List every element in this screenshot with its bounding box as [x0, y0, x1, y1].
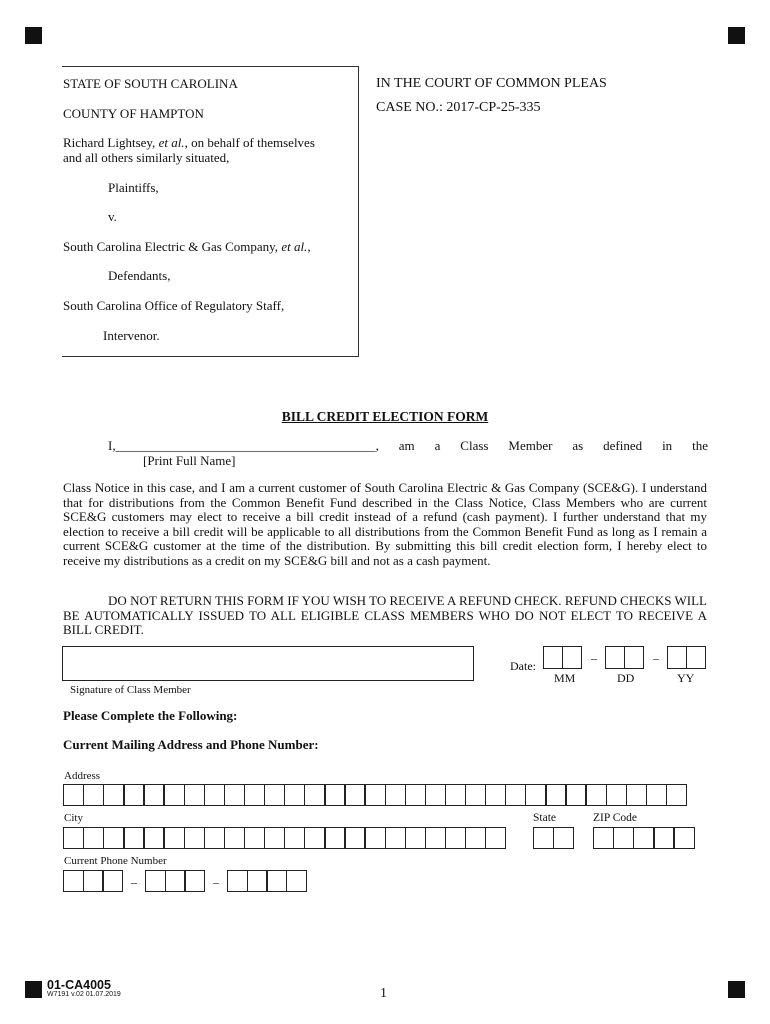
char-box[interactable]	[485, 784, 506, 806]
county-line: COUNTY OF HAMPTON	[63, 106, 204, 121]
char-box[interactable]	[83, 784, 104, 806]
char-box[interactable]	[445, 827, 466, 849]
char-box[interactable]	[606, 784, 627, 806]
char-box[interactable]	[646, 784, 667, 806]
char-box[interactable]	[103, 827, 124, 849]
char-box[interactable]	[445, 784, 466, 806]
char-box[interactable]	[364, 827, 385, 849]
char-box[interactable]	[286, 870, 307, 892]
char-box[interactable]	[184, 870, 205, 892]
char-box[interactable]	[626, 784, 647, 806]
char-box[interactable]	[344, 784, 365, 806]
address-heading: Current Mailing Address and Phone Number:	[63, 737, 319, 752]
char-box[interactable]	[145, 870, 166, 892]
char-box[interactable]	[673, 827, 694, 849]
date-box[interactable]	[562, 646, 582, 669]
char-box[interactable]	[102, 870, 123, 892]
char-box[interactable]	[204, 827, 225, 849]
char-box[interactable]	[304, 784, 325, 806]
yy-label: YY	[677, 671, 695, 685]
char-box[interactable]	[123, 827, 144, 849]
complete-heading: Please Complete the Following:	[63, 708, 238, 723]
char-box[interactable]	[304, 827, 325, 849]
plaintiffs-role: Plaintiffs,	[108, 180, 159, 195]
date-box[interactable]	[686, 646, 706, 669]
char-box[interactable]	[184, 827, 205, 849]
char-box[interactable]	[247, 870, 268, 892]
char-box[interactable]	[364, 784, 385, 806]
registration-mark-bottom-left	[25, 981, 42, 998]
char-box[interactable]	[666, 784, 687, 806]
char-box[interactable]	[585, 784, 606, 806]
char-box[interactable]	[405, 784, 426, 806]
char-box[interactable]	[143, 827, 164, 849]
char-box[interactable]	[163, 784, 184, 806]
signature-label: Signature of Class Member	[70, 684, 191, 696]
char-box[interactable]	[204, 784, 225, 806]
city-boxes[interactable]	[63, 827, 505, 849]
phone-dash: –	[213, 875, 219, 889]
char-box[interactable]	[123, 784, 144, 806]
char-box[interactable]	[284, 784, 305, 806]
char-box[interactable]	[533, 827, 554, 849]
name-line: I, ________________________________________ , am a Class Member as defined in the	[108, 438, 708, 453]
date-box[interactable]	[543, 646, 563, 669]
date-month-boxes[interactable]	[543, 646, 580, 669]
char-box[interactable]	[545, 784, 566, 806]
char-box[interactable]	[224, 827, 245, 849]
date-dash: –	[653, 651, 659, 665]
char-box[interactable]	[63, 784, 84, 806]
date-box[interactable]	[624, 646, 644, 669]
char-box[interactable]	[83, 827, 104, 849]
char-box[interactable]	[405, 827, 426, 849]
date-box[interactable]	[667, 646, 687, 669]
char-box[interactable]	[266, 870, 287, 892]
char-box[interactable]	[83, 870, 104, 892]
char-box[interactable]	[593, 827, 614, 849]
char-box[interactable]	[613, 827, 634, 849]
versus: v.	[108, 209, 117, 224]
court-name: IN THE COURT OF COMMON PLEAS	[376, 76, 607, 91]
char-box[interactable]	[505, 784, 526, 806]
page-number: 1	[380, 986, 387, 1001]
date-box[interactable]	[605, 646, 625, 669]
defendants-role: Defendants,	[108, 268, 171, 283]
char-box[interactable]	[465, 784, 486, 806]
full-name-field[interactable]: ________________________________________	[115, 438, 376, 453]
intervenor-name: South Carolina Office of Regulatory Staff,	[63, 298, 285, 313]
plaintiff-names: Richard Lightsey, et al., on behalf of themselves and all others similarly situated,	[63, 135, 315, 165]
state-boxes[interactable]	[533, 827, 572, 849]
char-box[interactable]	[244, 827, 265, 849]
char-box[interactable]	[485, 827, 506, 849]
char-box[interactable]	[425, 784, 446, 806]
state-label: State	[533, 812, 556, 824]
dd-label: DD	[617, 671, 635, 685]
address-boxes[interactable]	[63, 784, 686, 806]
defendant-names: South Carolina Electric & Gas Company, et al.,	[63, 239, 311, 254]
form-code: 01-CA4005	[47, 978, 111, 992]
char-box[interactable]	[324, 784, 345, 806]
mm-label: MM	[554, 671, 576, 685]
char-box[interactable]	[633, 827, 654, 849]
election-statement: Class Notice in this case, and I am a current customer of South Carolina Electric & Gas Company (SCE&G). I understand that for distributions from the Common Benefit Fund described in the Class Notice, Class Members who are current SCE&G customers may elect to receive a bill credit instead of a refund (cash payment). I further understand that my election to receive a bill credit will be applicable to all distributions from the Common Benefit Fund as long as I remain a current SCE&G customer at the time of the distribution. By submitting this bill credit election form, I hereby elect to receive my distributions as a credit on my SCE&G bill and not as a cash payment.	[63, 480, 707, 568]
registration-mark-top-left	[25, 27, 42, 44]
char-box[interactable]	[244, 784, 265, 806]
form-title: BILL CREDIT ELECTION FORM	[281, 409, 489, 424]
date-label: Date:	[510, 659, 536, 673]
char-box[interactable]	[63, 827, 84, 849]
char-box[interactable]	[425, 827, 446, 849]
char-box[interactable]	[163, 827, 184, 849]
phone-line-boxes[interactable]	[227, 870, 306, 892]
signature-field[interactable]	[62, 646, 474, 681]
zip-label: ZIP Code	[593, 812, 637, 824]
char-box[interactable]	[143, 784, 164, 806]
date-day-boxes[interactable]	[605, 646, 642, 669]
char-box[interactable]	[224, 784, 245, 806]
date-dash: –	[591, 651, 597, 665]
phone-prefix-boxes[interactable]	[145, 870, 204, 892]
char-box[interactable]	[284, 827, 305, 849]
char-box[interactable]	[227, 870, 248, 892]
case-number: CASE NO.: 2017-CP-25-335	[376, 100, 541, 115]
address-label: Address	[64, 770, 101, 782]
char-box[interactable]	[553, 827, 574, 849]
char-box[interactable]	[385, 784, 406, 806]
char-box[interactable]	[565, 784, 586, 806]
char-box[interactable]	[184, 784, 205, 806]
char-box[interactable]	[653, 827, 674, 849]
state-line: STATE OF SOUTH CAROLINA	[63, 76, 238, 91]
intervenor-role: Intervenor.	[103, 328, 160, 343]
char-box[interactable]	[63, 870, 84, 892]
char-box[interactable]	[344, 827, 365, 849]
phone-label: Current Phone Number	[64, 855, 167, 867]
form-version: W7191 v.02 01.07.2019	[47, 991, 121, 998]
char-box[interactable]	[264, 784, 285, 806]
char-box[interactable]	[385, 827, 406, 849]
char-box[interactable]	[264, 827, 285, 849]
phone-dash: –	[131, 875, 137, 889]
date-year-boxes[interactable]	[667, 646, 704, 669]
registration-mark-top-right	[728, 27, 745, 44]
zip-boxes[interactable]	[593, 827, 693, 849]
char-box[interactable]	[165, 870, 186, 892]
char-box[interactable]	[103, 784, 124, 806]
city-label: City	[64, 812, 83, 824]
char-box[interactable]	[465, 827, 486, 849]
phone-area-boxes[interactable]	[63, 870, 122, 892]
registration-mark-bottom-right	[728, 981, 745, 998]
print-name-label: [Print Full Name]	[143, 453, 236, 468]
char-box[interactable]	[324, 827, 345, 849]
refund-warning: DO NOT RETURN THIS FORM IF YOU WISH TO RECEIVE A REFUND CHECK. REFUND CHECKS WILL BE AUTOMATICALLY ISSUED TO ALL ELIGIBLE CLASS MEMBERS WHO DO NOT ELECT TO RECEIVE A BILL CREDIT.	[63, 593, 707, 638]
char-box[interactable]	[525, 784, 546, 806]
